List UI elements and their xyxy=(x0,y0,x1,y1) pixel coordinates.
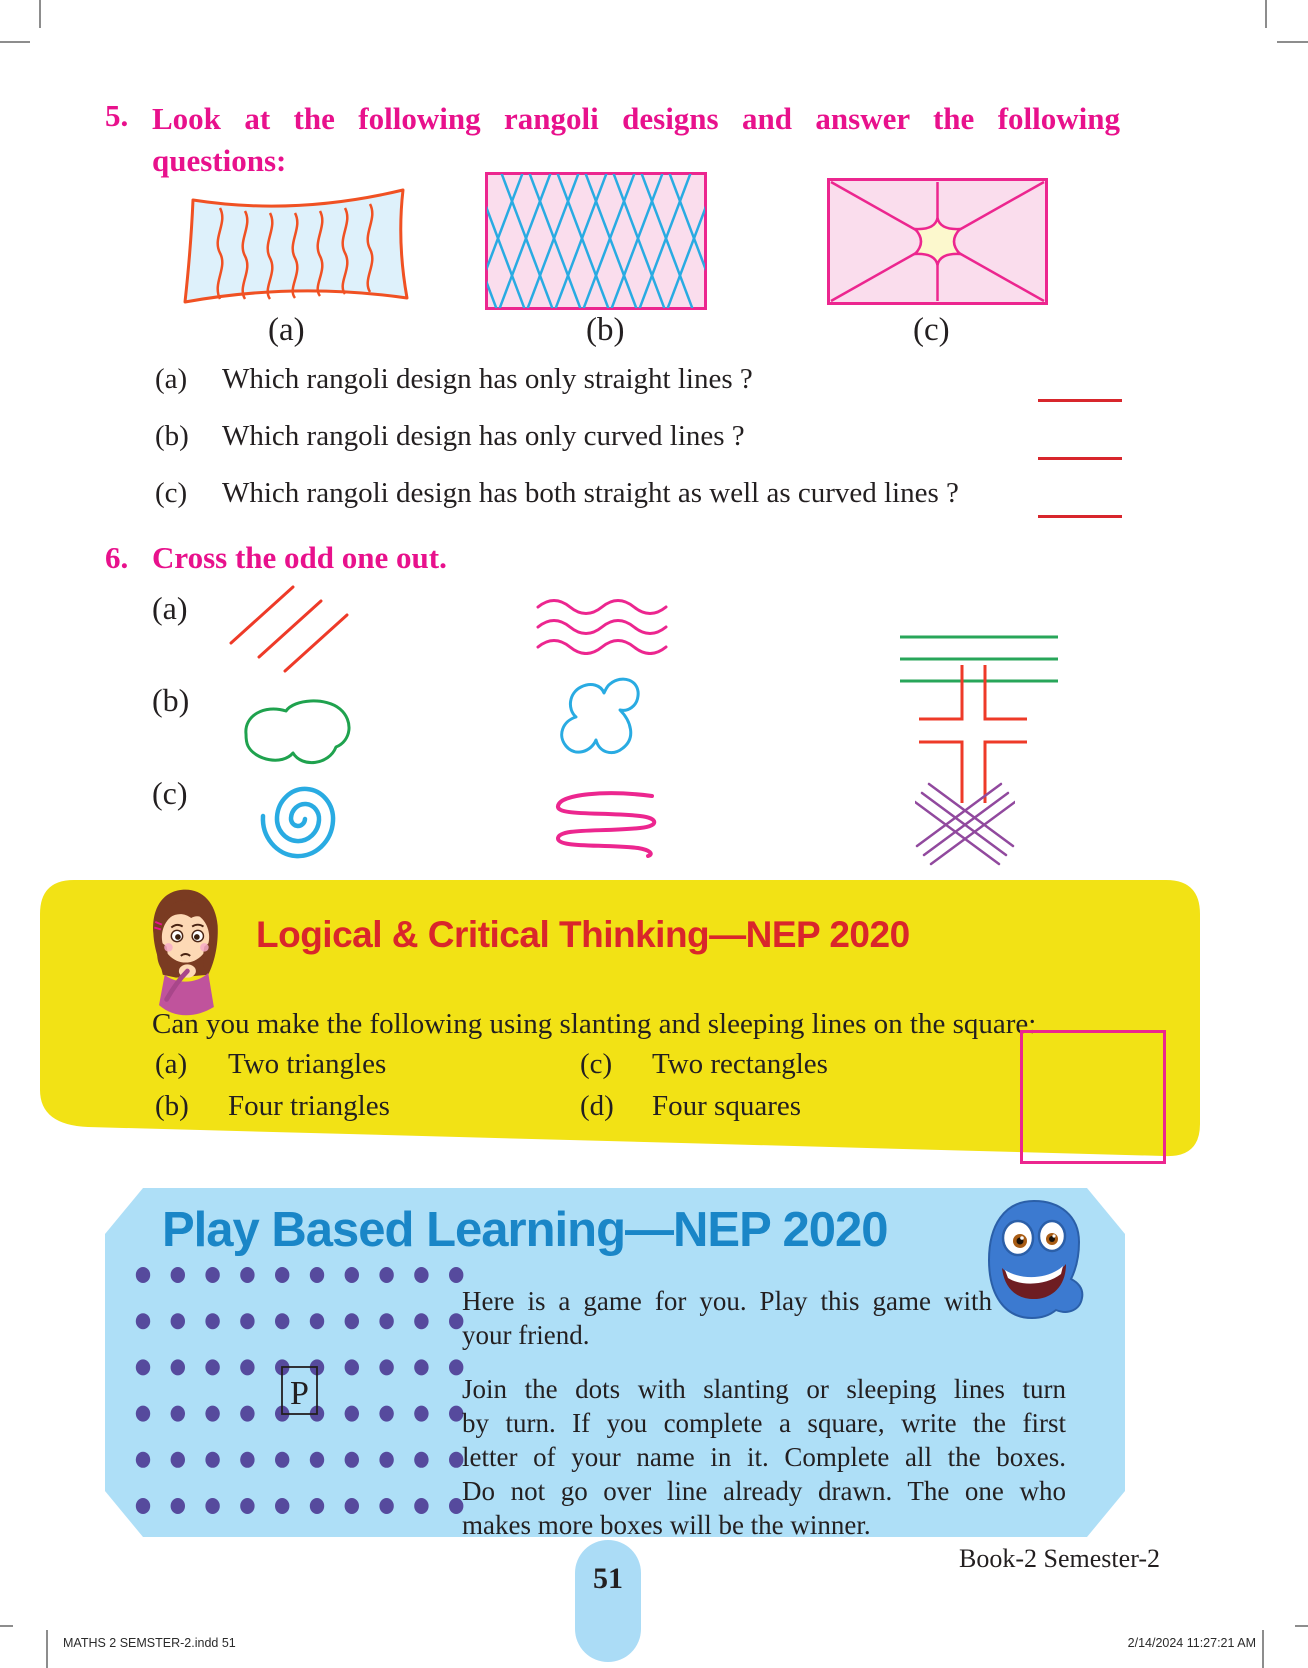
grid-dot xyxy=(136,1406,150,1422)
game-text-line: Join the dots with slanting or sleeping lines turn xyxy=(462,1374,1066,1404)
grid-dot xyxy=(345,1267,359,1283)
grid-dot xyxy=(379,1406,393,1422)
grid-dot xyxy=(345,1498,359,1514)
grid-dot xyxy=(136,1498,150,1514)
answer-line xyxy=(1038,399,1122,402)
subquestion-c-text: Which rangoli design has both straight as well as curved lines ? xyxy=(222,477,959,509)
crop-mark xyxy=(39,0,41,28)
grid-dot xyxy=(171,1359,185,1375)
grid-dot xyxy=(136,1359,150,1375)
figure-label-b: (b) xyxy=(586,312,625,348)
grid-dot xyxy=(136,1452,150,1468)
answer-line xyxy=(1038,515,1122,518)
grid-dot xyxy=(240,1359,254,1375)
figure-label-c: (c) xyxy=(913,312,950,348)
grid-dot xyxy=(136,1267,150,1283)
crop-mark xyxy=(1295,1625,1308,1627)
question5-heading xyxy=(152,98,1120,182)
game-text-line: your friend. xyxy=(462,1320,590,1350)
grid-dot xyxy=(310,1267,324,1283)
book-semester-label: Book-2 Semester-2 xyxy=(959,1544,1160,1573)
option-a-label: (a) xyxy=(155,1048,188,1080)
crop-mark xyxy=(1265,0,1267,28)
grid-dot xyxy=(240,1267,254,1283)
grid-dot xyxy=(310,1313,324,1329)
subquestion-a-label: (a) xyxy=(155,363,188,395)
grid-dot xyxy=(205,1498,219,1514)
crop-mark xyxy=(46,1630,48,1668)
blue-spiral-figure xyxy=(250,768,350,872)
page-number: 51 xyxy=(593,1562,623,1595)
grid-dot xyxy=(310,1498,324,1514)
grid-dot xyxy=(240,1313,254,1329)
rangoli-crosshatch-figure xyxy=(485,172,707,310)
grid-dot xyxy=(414,1452,428,1468)
grid-dot xyxy=(379,1267,393,1283)
blank-answer-square xyxy=(1020,1030,1166,1164)
q6-row-a-label: (a) xyxy=(152,590,188,626)
logical-box-title: Logical & Critical Thinking—NEP 2020 xyxy=(256,914,910,955)
grid-dot xyxy=(171,1406,185,1422)
game-text-line: letter of your name in it. Complete all the boxes. xyxy=(462,1442,1066,1472)
option-a-text: Two triangles xyxy=(228,1048,387,1080)
crop-mark xyxy=(0,1625,13,1627)
answer-line xyxy=(1038,457,1122,460)
grid-dot xyxy=(240,1452,254,1468)
red-slanting-lines-figure xyxy=(225,583,395,673)
pink-zigzag-figure xyxy=(540,788,670,858)
grid-dot xyxy=(379,1498,393,1514)
question5-number: 5. xyxy=(105,98,129,133)
q6-row-b-label: (b) xyxy=(152,682,190,718)
green-blob-figure xyxy=(230,690,365,775)
grid-dot xyxy=(205,1313,219,1329)
grid-dot xyxy=(414,1406,428,1422)
grid-dot xyxy=(205,1267,219,1283)
play-box-title: Play Based Learning—NEP 2020 xyxy=(162,1203,888,1257)
grid-dot xyxy=(345,1359,359,1375)
grid-dot xyxy=(205,1406,219,1422)
rangoli-wavy-lines-figure xyxy=(175,182,415,308)
grid-dot xyxy=(171,1313,185,1329)
crop-mark xyxy=(1262,1630,1264,1668)
purple-crossed-lines-figure xyxy=(915,782,1015,874)
option-b-label: (b) xyxy=(155,1090,189,1122)
question5-heading-line1: Look at the following rangoli designs and answer the following xyxy=(152,101,1120,136)
game-paragraph-2 xyxy=(462,1372,1066,1542)
option-c-label: (c) xyxy=(580,1048,613,1080)
question6-number: 6. xyxy=(105,540,129,575)
grid-dot xyxy=(205,1452,219,1468)
dot-grid xyxy=(118,1252,478,1527)
crop-mark xyxy=(0,41,30,43)
option-c-text: Two rectangles xyxy=(652,1048,828,1080)
grid-dot xyxy=(171,1498,185,1514)
grid-dot xyxy=(240,1498,254,1514)
option-d-text: Four squares xyxy=(652,1090,802,1122)
grid-dot xyxy=(414,1498,428,1514)
grid-dot xyxy=(345,1452,359,1468)
grid-dot xyxy=(275,1498,289,1514)
grid-dot xyxy=(379,1359,393,1375)
grid-dot xyxy=(414,1267,428,1283)
subquestion-b-label: (b) xyxy=(155,420,189,452)
print-file-info: MATHS 2 SEMSTER-2.indd 51 xyxy=(63,1636,236,1650)
subquestion-a-text: Which rangoli design has only straight lines ? xyxy=(222,363,753,395)
grid-letter: P xyxy=(290,1375,309,1412)
subquestion-c-label: (c) xyxy=(155,477,188,509)
question5-heading-line2: questions: xyxy=(152,143,287,178)
pink-wavy-lines-figure xyxy=(536,597,668,655)
grid-dot xyxy=(275,1452,289,1468)
grid-dot xyxy=(205,1359,219,1375)
thinking-girl-illustration xyxy=(138,884,233,1024)
grid-dot xyxy=(240,1406,254,1422)
game-text-line: makes more boxes will be the winner. xyxy=(462,1510,871,1540)
grid-dot xyxy=(275,1313,289,1329)
grid-dot xyxy=(136,1313,150,1329)
rangoli-star-figure xyxy=(827,178,1048,305)
figure-label-a: (a) xyxy=(268,312,305,348)
option-b-text: Four triangles xyxy=(228,1090,390,1122)
grid-dot xyxy=(414,1359,428,1375)
grid-dot xyxy=(449,1267,463,1283)
grid-dot xyxy=(310,1452,324,1468)
grid-dot xyxy=(379,1313,393,1329)
grid-dot xyxy=(171,1267,185,1283)
page-number-tab xyxy=(575,1540,641,1662)
blue-blob-figure xyxy=(550,672,660,777)
option-d-label: (d) xyxy=(580,1090,614,1122)
logical-box-intro: Can you make the following using slanting and sleeping lines on the square: xyxy=(152,1008,1037,1040)
grid-dot xyxy=(171,1452,185,1468)
grid-dot xyxy=(414,1313,428,1329)
game-text-line: by turn. If you complete a square, write the first xyxy=(462,1408,1066,1438)
game-text-line: Do not go over line already drawn. The one who xyxy=(462,1476,1066,1506)
grid-dot xyxy=(345,1406,359,1422)
q6-row-c-label: (c) xyxy=(152,775,188,811)
grid-dot xyxy=(275,1267,289,1283)
question6-heading: Cross the odd one out. xyxy=(152,540,447,575)
game-paragraph-1 xyxy=(462,1284,992,1352)
game-text-line: Here is a game for you. Play this game with xyxy=(462,1286,992,1316)
crop-mark xyxy=(1277,41,1308,43)
subquestion-b-text: Which rangoli design has only curved lines ? xyxy=(222,420,745,452)
grid-dot xyxy=(345,1313,359,1329)
grid-dot xyxy=(379,1452,393,1468)
print-timestamp: 2/14/2024 11:27:21 AM xyxy=(1127,1636,1256,1650)
